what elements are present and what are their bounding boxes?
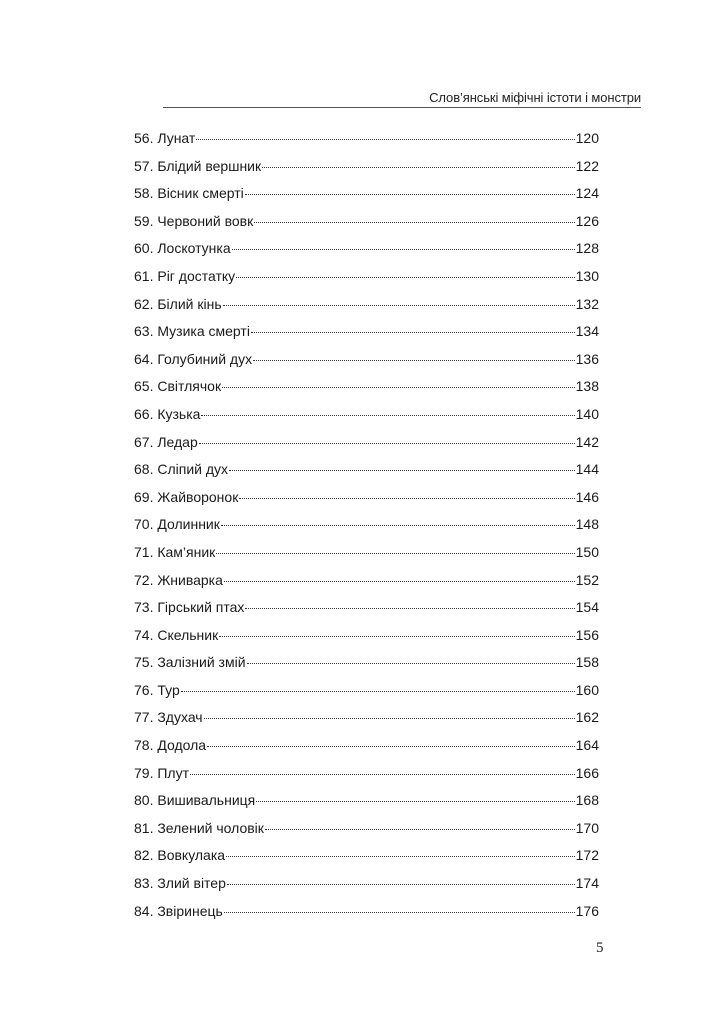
dot-leader (196, 139, 574, 140)
toc-entry[interactable] (134, 235, 599, 263)
toc-entry-page: 138 (575, 378, 599, 395)
toc-entry[interactable] (134, 263, 599, 291)
dot-leader (216, 553, 574, 554)
toc-entry-title: 62. Білий кінь (134, 295, 222, 312)
toc-entry-title: 78. Додола (134, 737, 207, 754)
toc-entry-title: 60. Лоскотунка (134, 240, 231, 257)
toc-entry-title: 69. Жайворонок (134, 488, 239, 505)
toc-entry-page: 158 (575, 654, 599, 671)
dot-leader (262, 167, 575, 168)
toc-entry-title: 73. Гірський птах (134, 599, 245, 616)
dot-leader (221, 525, 575, 526)
toc-entry-page: 176 (575, 902, 599, 919)
toc-entry[interactable] (134, 760, 599, 788)
toc-entry-title: 79. Плут (134, 764, 189, 781)
dot-leader (245, 194, 575, 195)
dot-leader (227, 884, 575, 885)
toc-entry[interactable] (134, 291, 599, 319)
dot-leader (254, 222, 574, 223)
toc-entry-page: 142 (575, 433, 599, 450)
dot-leader (222, 387, 575, 388)
dot-leader (223, 305, 575, 306)
toc-entry-page: 154 (575, 599, 599, 616)
toc-entry[interactable] (134, 539, 599, 567)
dot-leader (247, 663, 575, 664)
page-number: 5 (596, 940, 604, 956)
toc-entry[interactable] (134, 429, 599, 457)
toc-entry[interactable] (134, 815, 599, 843)
toc-entry-title: 65. Світлячок (134, 378, 222, 395)
toc-entry-page: 128 (575, 240, 599, 257)
toc-entry-page: 130 (575, 267, 599, 284)
toc-entry-title: 56. Лунат (134, 130, 196, 146)
toc-entry-title: 67. Ледар (134, 433, 198, 450)
toc-entry-page: 146 (575, 488, 599, 505)
toc-entry[interactable] (134, 732, 599, 760)
toc-entry-page: 174 (575, 875, 599, 892)
toc-entry-title: 63. Музика смерті (134, 323, 250, 340)
toc-entry-title: 61. Ріг достатку (134, 267, 236, 284)
toc-entry-page: 162 (575, 709, 599, 726)
toc-entry-title: 68. Сліпий дух (134, 461, 229, 478)
toc-entry-title: 77. Здухач (134, 709, 203, 726)
toc-entry-page: 172 (575, 847, 599, 864)
toc-entry-title: 66. Кузька (134, 405, 201, 422)
toc-entry-title: 58. Вісник смерті (134, 185, 244, 202)
toc-entry[interactable] (134, 180, 599, 208)
dot-leader (190, 774, 575, 775)
toc-entry-page: 160 (575, 681, 599, 698)
toc-entry-title: 57. Блідий вершник (134, 157, 262, 174)
toc-entry-page: 144 (575, 461, 599, 478)
toc-entry-page: 156 (575, 626, 599, 643)
toc-entry[interactable] (134, 208, 599, 236)
toc-entry-page: 136 (575, 350, 599, 367)
dot-leader (229, 470, 575, 471)
toc-entry-title: 83. Злий вітер (134, 875, 226, 892)
toc-entry[interactable] (134, 842, 599, 870)
toc-entry-title: 80. Вишивальниця (134, 792, 256, 809)
toc-entry-title: 84. Звіринець (134, 902, 223, 919)
dot-leader (204, 718, 575, 719)
toc-entry[interactable] (134, 649, 599, 677)
toc-entry-title: 82. Вовкулака (134, 847, 226, 864)
dot-leader (201, 415, 574, 416)
toc-entry[interactable] (134, 898, 599, 926)
toc-entry[interactable] (134, 870, 599, 898)
dot-leader (245, 608, 574, 609)
toc-entry[interactable] (134, 677, 599, 705)
toc-entry-page: 134 (575, 323, 599, 340)
dot-leader (265, 829, 575, 830)
toc-entry[interactable] (134, 346, 599, 374)
dot-leader (226, 856, 575, 857)
dot-leader (256, 801, 574, 802)
dot-leader (232, 249, 575, 250)
dot-leader (219, 636, 574, 637)
toc-entry-title: 72. Жниварка (134, 571, 223, 588)
toc-entry[interactable] (134, 373, 599, 401)
dot-leader (224, 912, 575, 913)
toc-entry[interactable] (134, 456, 599, 484)
toc-entry-page: 168 (575, 792, 599, 809)
toc-entry[interactable] (134, 594, 599, 622)
dot-leader (251, 332, 575, 333)
toc-entry-title: 71. Кам’яник (134, 543, 216, 560)
toc-entry-title: 74. Скельник (134, 626, 219, 643)
toc-entry-title: 70. Долинник (134, 516, 220, 533)
toc-entry[interactable] (134, 153, 599, 181)
toc-entry[interactable] (134, 704, 599, 732)
running-header: Слов’янські міфічні істоти і монстри (429, 90, 641, 105)
toc-entry-page: 152 (575, 571, 599, 588)
dot-leader (181, 691, 575, 692)
toc-entry[interactable] (134, 787, 599, 815)
toc-entry[interactable] (134, 125, 599, 153)
toc-entry[interactable] (134, 511, 599, 539)
toc-entry[interactable] (134, 622, 599, 650)
toc-entry-page: 140 (575, 405, 599, 422)
dot-leader (239, 498, 574, 499)
toc-entry-page: 170 (575, 819, 599, 836)
toc-entry-page: 124 (575, 185, 599, 202)
dot-leader (224, 581, 575, 582)
toc-entry-title: 64. Голубиний дух (134, 350, 253, 367)
toc-entry[interactable] (134, 484, 599, 512)
toc-entry-page: 166 (575, 764, 599, 781)
table-of-contents (134, 125, 599, 925)
dot-leader (253, 360, 575, 361)
toc-entry[interactable] (134, 567, 599, 595)
toc-entry-title: 81. Зелений чоловік (134, 819, 264, 836)
toc-entry-page: 150 (575, 543, 599, 560)
dot-leader (207, 746, 575, 747)
toc-entry-title: 59. Червоний вовк (134, 212, 254, 229)
toc-entry-page: 122 (575, 157, 599, 174)
toc-entry-page: 148 (575, 516, 599, 533)
toc-entry-page: 126 (575, 212, 599, 229)
toc-entry[interactable] (134, 401, 599, 429)
toc-entry-title: 75. Залізний змій (134, 654, 246, 671)
toc-entry-page: 164 (575, 737, 599, 754)
dot-leader (199, 443, 575, 444)
toc-entry-page: 120 (575, 130, 599, 146)
toc-entry-page: 132 (575, 295, 599, 312)
toc-entry-title: 76. Тур (134, 681, 180, 698)
dot-leader (236, 277, 574, 278)
header-rule (163, 107, 641, 108)
toc-entry[interactable] (134, 318, 599, 346)
